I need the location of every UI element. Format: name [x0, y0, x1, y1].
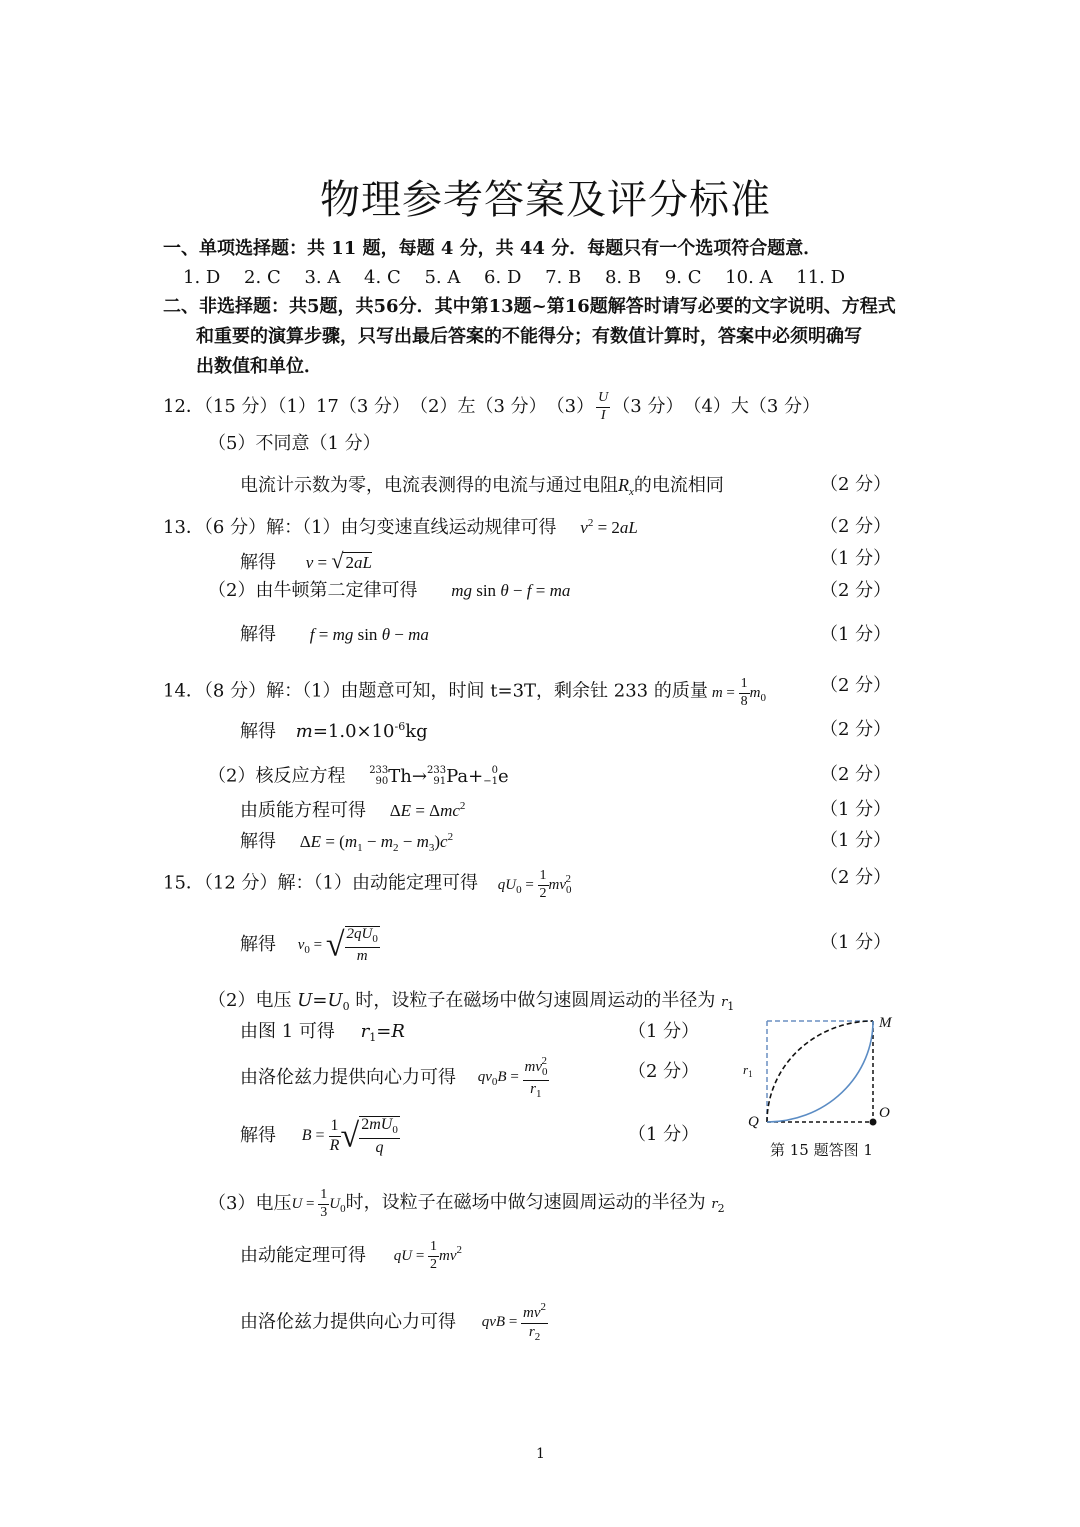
q15-line1-text: 15．（12 分）解：（1）由动能定理可得	[163, 872, 478, 894]
page-title: 物理参考答案及评分标准	[320, 177, 771, 223]
q15-score1: （2 分）	[820, 867, 892, 888]
q15-line3: （2）电压 $U=U_0$ 时，设粒子在磁场中做匀速圆周运动的半径为 $r_1$	[208, 990, 735, 1013]
q14-score1: （2 分）	[820, 675, 892, 696]
q14-eq2: $m=1.0\times 10^{-6}kg$	[295, 720, 428, 742]
q14-eq1: m = $\frac{1}{8}$ $m_0$	[711, 676, 766, 709]
q13-score1: （2 分）	[820, 516, 892, 537]
section1-answers: 1. D 2. C 3. A 4. C 5. A 6. D 7. B 8. B 9. C 10. A 11. D	[183, 267, 846, 288]
q15-line6	[240, 1116, 400, 1156]
q13-line2	[240, 550, 372, 572]
q12-line1	[163, 391, 820, 423]
q15-line9	[240, 1302, 548, 1343]
figure-label-r1: $r_1$	[743, 1062, 753, 1079]
q14-score2: （2 分）	[820, 719, 892, 740]
q15-line9-text: 由洛伦兹力提供向心力可得	[240, 1311, 456, 1333]
q12-resistor-sub: x	[629, 486, 634, 498]
q15-eq5: $qv_0B$ = $\frac{mv_0^2}{r_1}$	[477, 1055, 548, 1100]
q14-eq5: $\Delta E = (m_1 - m_2 - m_3)c^2$	[299, 831, 454, 854]
q15-eq2: $v_0$ = √ $\frac{2qU_0}{m}$	[297, 926, 378, 964]
q14-line5	[240, 832, 453, 854]
figure-label-q: Q	[748, 1114, 759, 1130]
q15-line2	[240, 926, 380, 964]
q13-score4: （1 分）	[820, 624, 892, 645]
q15-line1	[163, 869, 571, 901]
q13-score2: （1 分）	[820, 548, 892, 569]
figure-label-o: O	[879, 1105, 890, 1121]
q12-frac-num: U	[596, 391, 610, 408]
q14-eq3: 233 90Th→233 91Pa+ 0 −1e	[369, 765, 509, 787]
q15-score5: （2 分）	[628, 1061, 700, 1082]
q15-score4: （1 分）	[628, 1021, 700, 1042]
q12-line2: （5）不同意（1 分）	[208, 433, 381, 454]
q12-resistor-var	[618, 475, 634, 498]
q15-line7: （3）电压U = $\frac{1}{3}$ $U_0$时，设粒子在磁场中做匀速圆周运动的半径为 $r_2$	[208, 1187, 725, 1220]
q15-line5-text: 由洛伦兹力提供向心力可得	[240, 1067, 456, 1089]
q13-eq2: v = √ 2aL	[305, 548, 372, 573]
q13-line3-text: （2）由牛顿第二定律可得	[208, 580, 418, 601]
q13-line1	[163, 518, 638, 537]
q15-eq1: $qU_0$ = $\frac{1}{2}$ $mv_0^2$	[497, 868, 572, 901]
q14-score4: （1 分）	[820, 799, 892, 820]
q13-eq4: f = mg sin θ − ma	[309, 625, 429, 644]
q15-figure	[740, 1010, 900, 1160]
q12-frac-den: I	[600, 407, 606, 423]
q12-part-a: 12．（15 分）（1）17（3 分） （2）左（3 分） （3）	[163, 396, 595, 418]
q15-eq4: $r_1=R$	[360, 1021, 405, 1044]
q15-eq9: qvB = $\frac{mv^2}{r_2}$	[481, 1301, 547, 1343]
q13-line1-text: 13．（6 分）解：（1）由匀变速直线运动规律可得	[163, 517, 557, 538]
figure-caption: 第 15 题答图 1	[770, 1141, 873, 1159]
q15-line8-text: 由动能定理可得	[240, 1245, 366, 1267]
section2-line1: 二、非选择题：共5题，共56分．其中第13题~第16题解答时请写必要的文字说明、方程式	[163, 296, 896, 317]
q15-line4-text: 由图 1 可得	[240, 1021, 335, 1042]
q15-eq6: B = $\frac{1}{R}$ √ $\frac{2mU_0}{q}$	[301, 1116, 398, 1156]
q15-score6: （1 分）	[628, 1124, 700, 1145]
q13-line3	[208, 582, 570, 600]
page-number: 1	[536, 1446, 545, 1462]
q12-fraction	[596, 391, 610, 423]
q14-score5: （1 分）	[820, 830, 892, 851]
q14-line3	[208, 766, 509, 787]
q13-line2-text: 解得	[240, 552, 276, 573]
q15-eq8: qU = $\frac{1}{2}$ $mv^2$	[393, 1239, 463, 1272]
q14-line4-text: 由质能方程可得	[240, 800, 366, 821]
q14-line2-text: 解得	[240, 721, 276, 742]
q14-score3: （2 分）	[820, 764, 892, 785]
q12-resistor-letter: R	[618, 475, 629, 495]
q13-eq1: $v^2 = 2aL$	[580, 517, 638, 537]
q15-line8	[240, 1240, 462, 1272]
q14-eq4: ΔE = Δmc$^2$	[389, 800, 466, 820]
q13-line4-text: 解得	[240, 624, 276, 645]
q13-line4	[240, 626, 429, 644]
figure-dashed-arc	[767, 1021, 873, 1122]
q15-line4	[240, 1023, 405, 1043]
q14-line5-text: 解得	[240, 831, 276, 852]
q13-eq3: mg sin θ − f = ma	[451, 581, 571, 600]
q15-line5	[240, 1056, 549, 1100]
q14-line2	[240, 721, 428, 741]
q12-part-b: （3 分） （4）大（3 分）	[612, 396, 821, 418]
q14-line1	[163, 677, 766, 709]
q12-line3-text-b: 的电流相同	[633, 475, 724, 496]
q12-line3-text-a: 电流计示数为零，电流表测得的电流与通过电阻	[240, 475, 618, 496]
figure-label-m: M	[879, 1015, 892, 1031]
q14-line4	[240, 801, 465, 820]
figure-trajectory-arc	[767, 1021, 873, 1122]
section1-heading: 一、单项选择题：共 11 题，每题 4 分，共 44 分．每题只有一个选项符合题意．	[163, 238, 822, 259]
q15-score2: （1 分）	[820, 932, 892, 953]
q13-score3: （2 分）	[820, 580, 892, 601]
q15-line6-text: 解得	[240, 1125, 276, 1147]
q15-line2-text: 解得	[240, 934, 276, 956]
q12-score: （2 分）	[820, 474, 892, 495]
figure-point-o	[870, 1119, 877, 1126]
q14-line3-text: （2）核反应方程	[208, 765, 346, 787]
section2-line2: 和重要的演算步骤，只写出最后答案的不能得分；有数值计算时，答案中必须明确写	[196, 326, 862, 347]
q12-line3	[240, 476, 724, 498]
q14-line1-text: 14．（8 分）解：（1）由题意可知，时间 t=3T，剩余钍 233 的质量	[163, 680, 708, 702]
section2-line3: 出数值和单位．	[196, 356, 322, 377]
